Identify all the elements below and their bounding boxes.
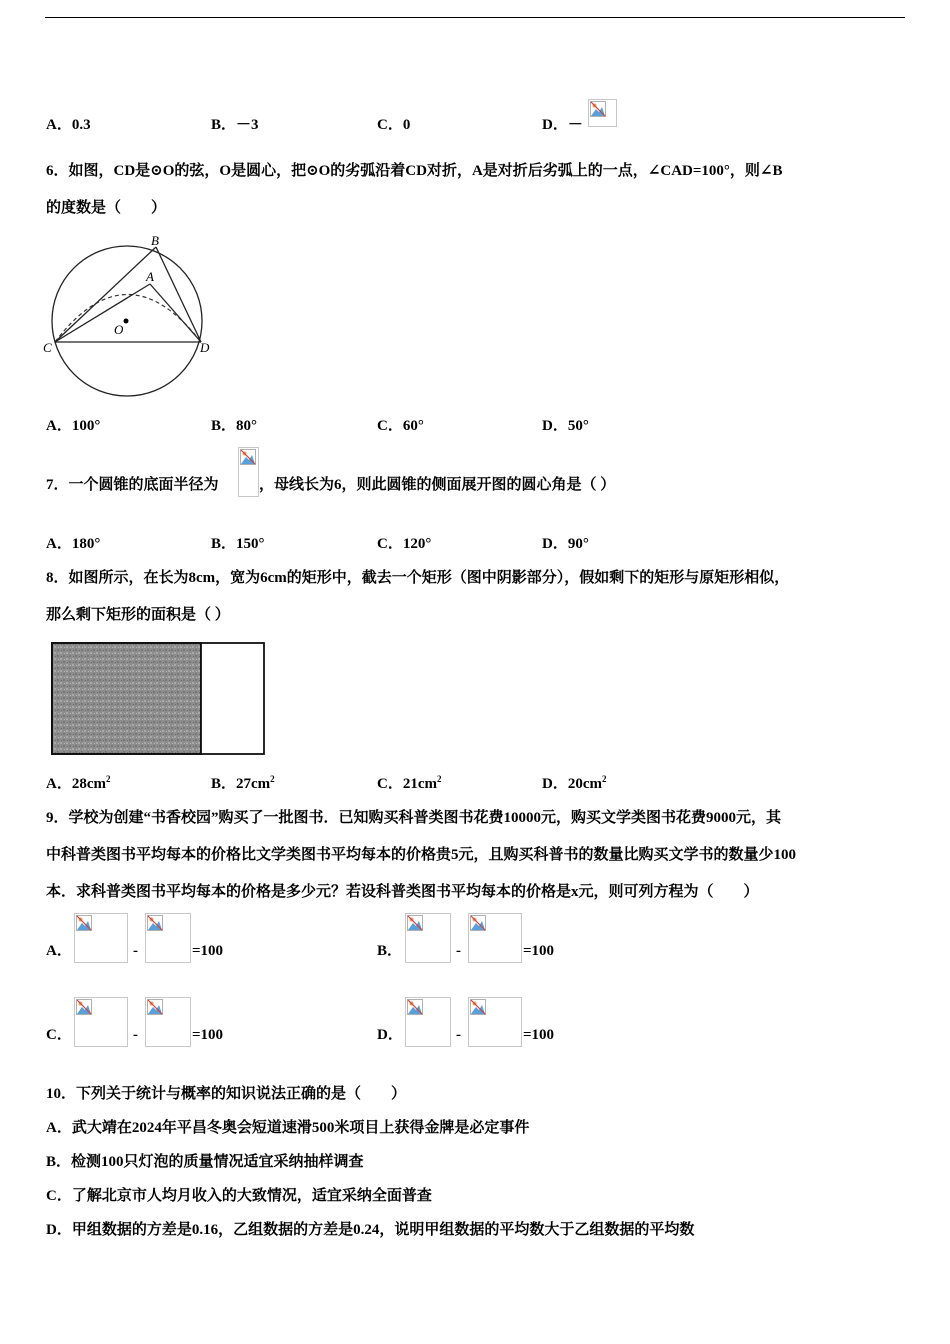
q8-option-c[interactable]: C．$21cm^2$ [377, 774, 442, 792]
q9-c-fraction-1 [74, 997, 128, 1047]
q6-stem-line2: 的度数是（ ） [46, 200, 167, 216]
broken-image-icon [470, 999, 486, 1015]
q7-option-d[interactable]: D．90° [542, 536, 589, 552]
q7-option-a[interactable]: A．180° [46, 536, 101, 552]
q10-option-c[interactable]: C．了解北京市人均月收入的大致情况，适宜采纳全面普查 [46, 1188, 432, 1204]
q9-stem-line3: 本．求科普类图书平均每本的价格是多少元？若设科普类图书平均每本的价格是x元，则可列方程为（ ） [46, 884, 759, 900]
q8-options [46, 774, 666, 794]
q8-stem-line1: 8．如图所示，在长为8cm，宽为6cm的矩形中，截去一个矩形（图中阴影部分），假如剩下的矩形与原矩形相似， [46, 570, 790, 586]
shaded-rectangle [52, 643, 201, 754]
q6-options [46, 416, 646, 436]
q9-a-fraction-1 [74, 913, 128, 963]
q10-stem: 10．下列关于统计与概率的知识说法正确的是（ ） [46, 1086, 407, 1102]
q6-option-d[interactable]: D．50° [542, 418, 589, 434]
label-a: A [146, 269, 154, 284]
q7-stem-after: ，母线长为6，则此圆锥的侧面展开图的圆心角是（ ） [259, 477, 616, 493]
q9-d-equals: =100 [523, 1027, 555, 1043]
segment-bd [156, 247, 201, 342]
label-d: D [200, 340, 210, 355]
q9-option-d[interactable]: D． [377, 1027, 403, 1043]
q5-option-d[interactable]: D．－ [542, 117, 583, 133]
q8-rectangle-figure [48, 640, 273, 760]
center-point [124, 319, 129, 324]
q5-option-c[interactable]: C．0 [377, 117, 411, 133]
label-b: B [151, 233, 159, 248]
q9-b-equals: =100 [523, 943, 555, 959]
q9-option-a[interactable]: A． [46, 943, 72, 959]
q8-option-a[interactable]: A．$28cm^2$ [46, 774, 111, 792]
q8-option-d[interactable]: D．$20cm^2$ [542, 774, 607, 792]
broken-image-icon [76, 999, 92, 1015]
q9-a-minus: - [133, 943, 138, 959]
q9-c-minus: - [133, 1027, 138, 1043]
q5-option-d-image [588, 99, 617, 127]
q9-a-fraction-2 [145, 913, 191, 963]
q9-option-b[interactable]: B． [377, 943, 403, 959]
q6-option-b[interactable]: B．80° [211, 418, 258, 434]
broken-image-icon [590, 101, 606, 117]
q6-option-c[interactable]: C．60° [377, 418, 424, 434]
q9-b-fraction-1 [405, 913, 451, 963]
segment-ca [55, 284, 150, 342]
q9-d-fraction-2 [468, 997, 522, 1047]
q7-stem-before: 7．一个圆锥的底面半径为 [46, 477, 219, 493]
broken-image-icon [407, 999, 423, 1015]
q9-a-equals: =100 [192, 943, 224, 959]
q9-stem-line1: 9．学校为创建“书香校园”购买了一批图书．已知购买科普类图书花费10000元，购买文学类图书花费9000元，其 [46, 810, 782, 826]
label-c: C [43, 340, 52, 355]
broken-image-icon [240, 449, 256, 465]
q9-b-minus: - [456, 943, 461, 959]
q6-circle-figure [40, 232, 220, 404]
segment-cb [55, 247, 156, 342]
q7-option-b[interactable]: B．150° [211, 536, 265, 552]
broken-image-icon [470, 915, 486, 931]
q9-c-fraction-2 [145, 997, 191, 1047]
q6-option-a[interactable]: A．100° [46, 418, 101, 434]
q7-options [46, 534, 646, 554]
segment-ad [150, 284, 201, 342]
q7-option-c[interactable]: C．120° [377, 536, 432, 552]
q5-option-b[interactable]: B．－3 [211, 117, 259, 133]
q8-stem-line2: 那么剩下矩形的面积是（ ） [46, 607, 230, 623]
q9-stem-line2: 中科普类图书平均每本的价格比文学类图书平均每本的价格贵5元，且购买科普书的数量比购买文学书的数量少100 [46, 847, 797, 863]
q9-d-minus: - [456, 1027, 461, 1043]
q8-option-b[interactable]: B．$27cm^2$ [211, 774, 275, 792]
broken-image-icon [147, 999, 163, 1015]
q9-d-fraction-1 [405, 997, 451, 1047]
q7-radius-image [238, 447, 259, 497]
broken-image-icon [147, 915, 163, 931]
q9-option-c[interactable]: C． [46, 1027, 72, 1043]
q9-b-fraction-2 [468, 913, 522, 963]
broken-image-icon [76, 915, 92, 931]
remaining-rectangle [201, 643, 264, 754]
broken-image-icon [407, 915, 423, 931]
q10-option-d[interactable]: D．甲组数据的方差是0.16，乙组数据的方差是0.24，说明甲组数据的平均数大于乙组数据的平均数 [46, 1222, 695, 1238]
header-rule [45, 17, 905, 18]
folded-arc [55, 295, 201, 343]
q9-c-equals: =100 [192, 1027, 224, 1043]
q5-option-a[interactable]: A．0.3 [46, 117, 91, 133]
q10-option-a[interactable]: A．武大靖在2024年平昌冬奥会短道速滑500米项目上获得金牌是必定事件 [46, 1120, 530, 1136]
q5-options [46, 115, 646, 135]
q6-stem-line1: 6．如图，CD是⊙O的弦，O是圆心，把⊙O的劣弧沿着CD对折，A是对折后劣弧上的一点，∠CAD=100°，则∠B [46, 163, 783, 179]
label-o: O [114, 322, 124, 337]
q10-option-b[interactable]: B．检测100只灯泡的质量情况适宜采纳抽样调查 [46, 1154, 364, 1170]
